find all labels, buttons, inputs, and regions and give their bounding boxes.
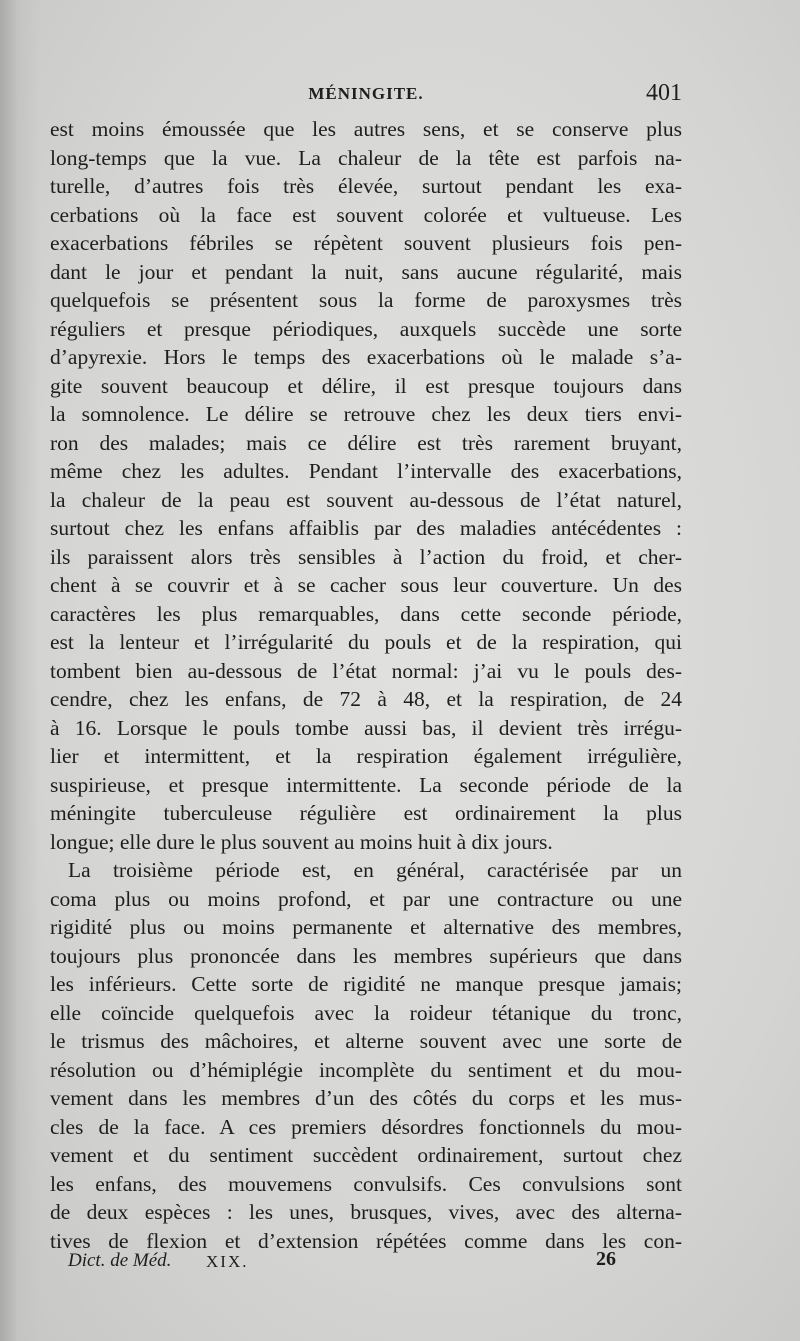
text-line: de deux espèces : les unes, brusques, vives, avec des alterna-	[50, 1200, 682, 1224]
text-line: les inférieurs. Cette sorte de rigidité ne manque presque jamais;	[50, 972, 682, 996]
text-line: long-temps que la vue. La chaleur de la tête est parfois na-	[50, 145, 682, 170]
text-line: La troisième période est, en général, caractérisée par un	[68, 858, 682, 882]
text-line: vement dans les membres d’un des côtés du corps et les mus-	[50, 1086, 682, 1110]
text-line: suspirieuse, et presque intermittente. La seconde période de la	[50, 772, 682, 797]
text-line: rigidité plus ou moins permanente et alternative des membres,	[50, 915, 682, 939]
text-line: turelle, d’autres fois très élevée, surtout pendant les exa-	[50, 174, 682, 198]
text-line: surtout chez les enfans affaiblis par des maladies antécédentes :	[50, 516, 682, 540]
text-line: est la lenteur et l’irrégularité du pouls et de la respiration, qui	[50, 630, 682, 654]
text-line: méningite tuberculeuse régulière est ordinairement la plus	[50, 801, 682, 825]
text-line: toujours plus prononcée dans les membres supérieurs que dans	[50, 943, 682, 968]
text-line: résolution ou d’hémiplégie incomplète du sentiment et du mou-	[50, 1057, 682, 1082]
running-head	[50, 80, 682, 110]
text-line: le trismus des mâchoires, et alterne souvent avec une sorte de	[50, 1029, 682, 1053]
text-line: à 16. Lorsque le pouls tombe aussi bas, il devient très irrégu-	[50, 715, 682, 740]
text-line: chent à se couvrir et à se cacher sous leur couverture. Un des	[50, 573, 682, 597]
running-title: MÉNINGITE.	[308, 84, 424, 103]
text-line: caractères les plus remarquables, dans cette seconde période,	[50, 601, 682, 626]
text-line: vement et du sentiment succèdent ordinairement, surtout chez	[50, 1143, 682, 1167]
text-line: cendre, chez les enfans, de 72 à 48, et la respiration, de 24	[50, 687, 682, 711]
text-line: tives de flexion et d’extension répétées comme dans les con-	[50, 1228, 682, 1253]
paragraph	[50, 856, 682, 1255]
text-line: exacerbations fébriles se répètent souvent plusieurs fois pen-	[50, 231, 682, 255]
text-line: coma plus ou moins profond, et par une contracture ou une	[50, 886, 682, 911]
text-line: même chez les adultes. Pendant l’intervalle des exacerbations,	[50, 459, 682, 483]
signature-mark: Dict. de Méd.	[68, 1250, 172, 1271]
text-line: est moins émoussée que les autres sens, et se conserve plus	[50, 117, 682, 141]
text-line: tombent bien au-dessous de l’état normal: j’ai vu le pouls des-	[50, 658, 682, 683]
text-line: d’apyrexie. Hors le temps des exacerbations où le malade s’a-	[50, 345, 682, 369]
text-line: ron des malades; mais ce délire est très rarement bruyant,	[50, 430, 682, 455]
text-line: quelquefois se présentent sous la forme de paroxysmes très	[50, 288, 682, 312]
text-line: gite souvent beaucoup et délire, il est presque toujours dans	[50, 373, 682, 398]
text-line: dant le jour et pendant la nuit, sans aucune régularité, mais	[50, 259, 682, 284]
text-line: la chaleur de la peau est souvent au-dessous de l’état naturel,	[50, 487, 682, 512]
text-line: réguliers et presque périodiques, auxquels succède une sorte	[50, 316, 682, 341]
gutter-shadow	[0, 0, 40, 1341]
body-text	[50, 115, 682, 1255]
sheet-number: 26	[596, 1248, 616, 1270]
text-line: cles de la face. A ces premiers désordres fonctionnels du mou-	[50, 1114, 682, 1139]
text-line: lier et intermittent, et la respiration également irrégulière,	[50, 744, 682, 768]
text-line: les enfans, des mouvemens convulsifs. Ces convulsions sont	[50, 1171, 682, 1196]
paragraph	[50, 115, 682, 856]
text-line: elle coïncide quelquefois avec la roideur tétanique du tronc,	[50, 1000, 682, 1025]
volume-mark: XIX.	[206, 1252, 249, 1271]
text-line: la somnolence. Le délire se retrouve chez les deux tiers envi-	[50, 402, 682, 426]
text-line: cerbations où la face est souvent colorée et vultueuse. Les	[50, 202, 682, 227]
text-line: longue; elle dure le plus souvent au moins huit à dix jours.	[50, 829, 553, 854]
page-number: 401	[646, 80, 682, 106]
text-line: ils paraissent alors très sensibles à l’action du froid, et cher-	[50, 544, 682, 569]
page-footer	[68, 1250, 628, 1280]
